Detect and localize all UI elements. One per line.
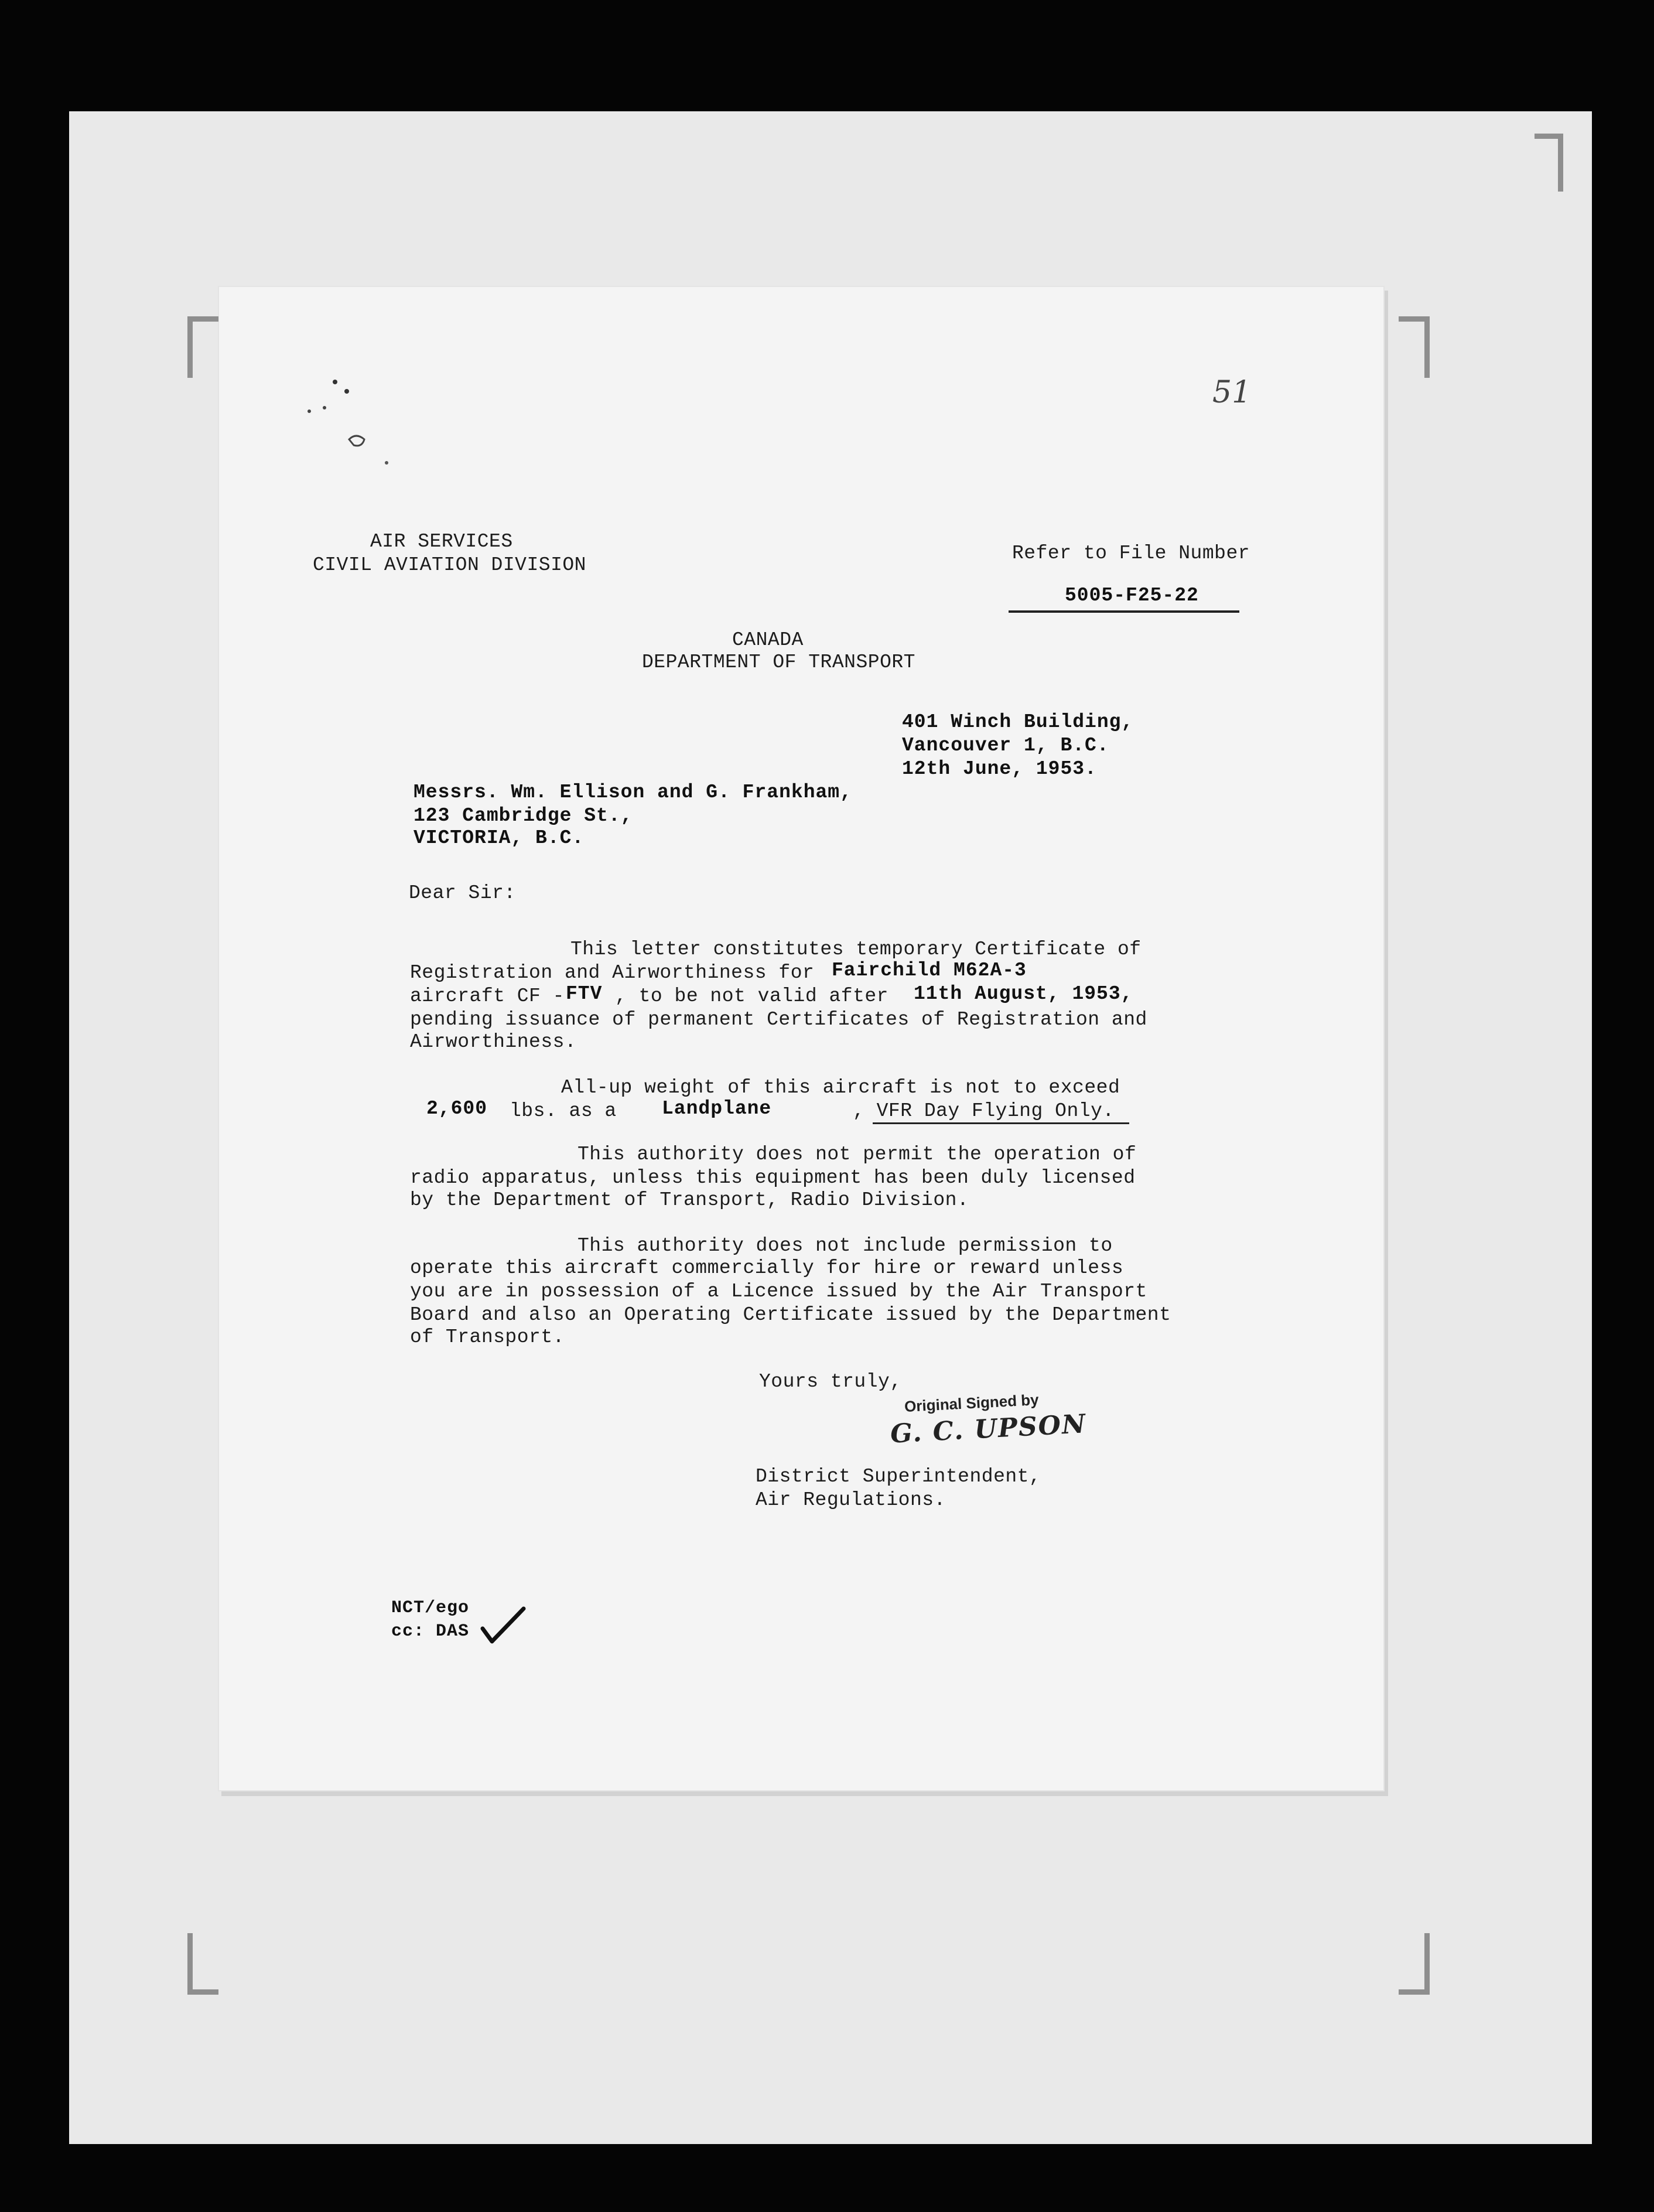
paragraph4-line3: you are in possession of a Licence issued by the Air Transport — [410, 1281, 1147, 1302]
signatory-title2: Air Regulations. — [756, 1489, 946, 1511]
paragraph1-line5: Airworthiness. — [410, 1031, 577, 1053]
aircraft-registration: FTV — [566, 983, 603, 1005]
header-air-services: AIR SERVICES — [370, 531, 513, 552]
paragraph4-line2: operate this aircraft commercially for hire or reward unless — [410, 1257, 1124, 1279]
paragraph3-line3: by the Department of Transport, Radio Division. — [410, 1189, 969, 1211]
letter-date: 12th June, 1953. — [902, 758, 1097, 780]
typist-initials: NCT/ego — [391, 1598, 470, 1618]
closing: Yours truly, — [759, 1371, 902, 1392]
paragraph1-line4: pending issuance of permanent Certificates of Registration and — [410, 1009, 1147, 1030]
vfr-underline — [873, 1122, 1129, 1124]
salutation: Dear Sir: — [409, 882, 516, 904]
file-number: 5005-F25-22 — [1065, 585, 1199, 606]
paragraph2-line1: All-up weight of this aircraft is not to exceed — [561, 1077, 1120, 1098]
all-up-weight: 2,600 — [426, 1098, 488, 1119]
recipient-line3: VICTORIA, B.C. — [414, 827, 585, 849]
paragraph2-line2a: lbs. as a — [510, 1100, 617, 1122]
paragraph1-line1: This letter constitutes temporary Certificate of — [570, 938, 1142, 960]
ink-smudge — [299, 375, 416, 469]
paragraph1-line3a: aircraft CF - — [410, 985, 565, 1007]
file-number-underline — [1009, 610, 1239, 613]
signature-stamp-caption: Original Signed by — [904, 1391, 1040, 1415]
recipient-line1: Messrs. Wm. Ellison and G. Frankham, — [414, 781, 852, 803]
aircraft-category: Landplane — [662, 1098, 772, 1119]
letter-page — [218, 286, 1385, 1791]
page-number-handwritten: 51 — [1212, 375, 1252, 410]
paragraph4-line4: Board and also an Operating Certificate issued by the Department — [410, 1304, 1171, 1326]
paragraph3-line1: This authority does not permit the operation of — [577, 1143, 1137, 1165]
check-mark-icon — [480, 1605, 527, 1646]
signature-stamp-name: G. C. UPSON — [889, 1409, 1088, 1449]
crop-mark — [1535, 134, 1563, 192]
header-civil-aviation: CIVIL AVIATION DIVISION — [313, 554, 586, 576]
recipient-line2: 123 Cambridge St., — [414, 805, 633, 827]
aircraft-type: Fairchild M62A-3 — [832, 960, 1027, 981]
refer-label: Refer to File Number — [1012, 542, 1250, 564]
header-department: DEPARTMENT OF TRANSPORT — [642, 651, 915, 673]
paragraph2-line2b: , VFR Day Flying Only. — [853, 1100, 1115, 1122]
paragraph4-line1: This authority does not include permission to — [577, 1235, 1113, 1257]
paragraph3-line2: radio apparatus, unless this equipment has been duly licensed — [410, 1167, 1136, 1189]
paragraph4-line5: of Transport. — [410, 1326, 565, 1348]
carbon-copy: cc: DAS — [391, 1622, 470, 1641]
signatory-title1: District Superintendent, — [756, 1466, 1041, 1487]
crop-mark — [187, 316, 218, 378]
paragraph1-line3b: , to be not valid after — [615, 985, 888, 1007]
sender-address-line2: Vancouver 1, B.C. — [902, 735, 1109, 756]
sender-address-line1: 401 Winch Building, — [902, 711, 1134, 733]
paragraph1-line2: Registration and Airworthiness for — [410, 962, 815, 984]
crop-mark — [1399, 316, 1430, 378]
expiry-date: 11th August, 1953, — [914, 983, 1133, 1005]
crop-mark — [1399, 1933, 1430, 1995]
crop-mark — [187, 1933, 218, 1995]
header-canada: CANADA — [732, 629, 804, 651]
